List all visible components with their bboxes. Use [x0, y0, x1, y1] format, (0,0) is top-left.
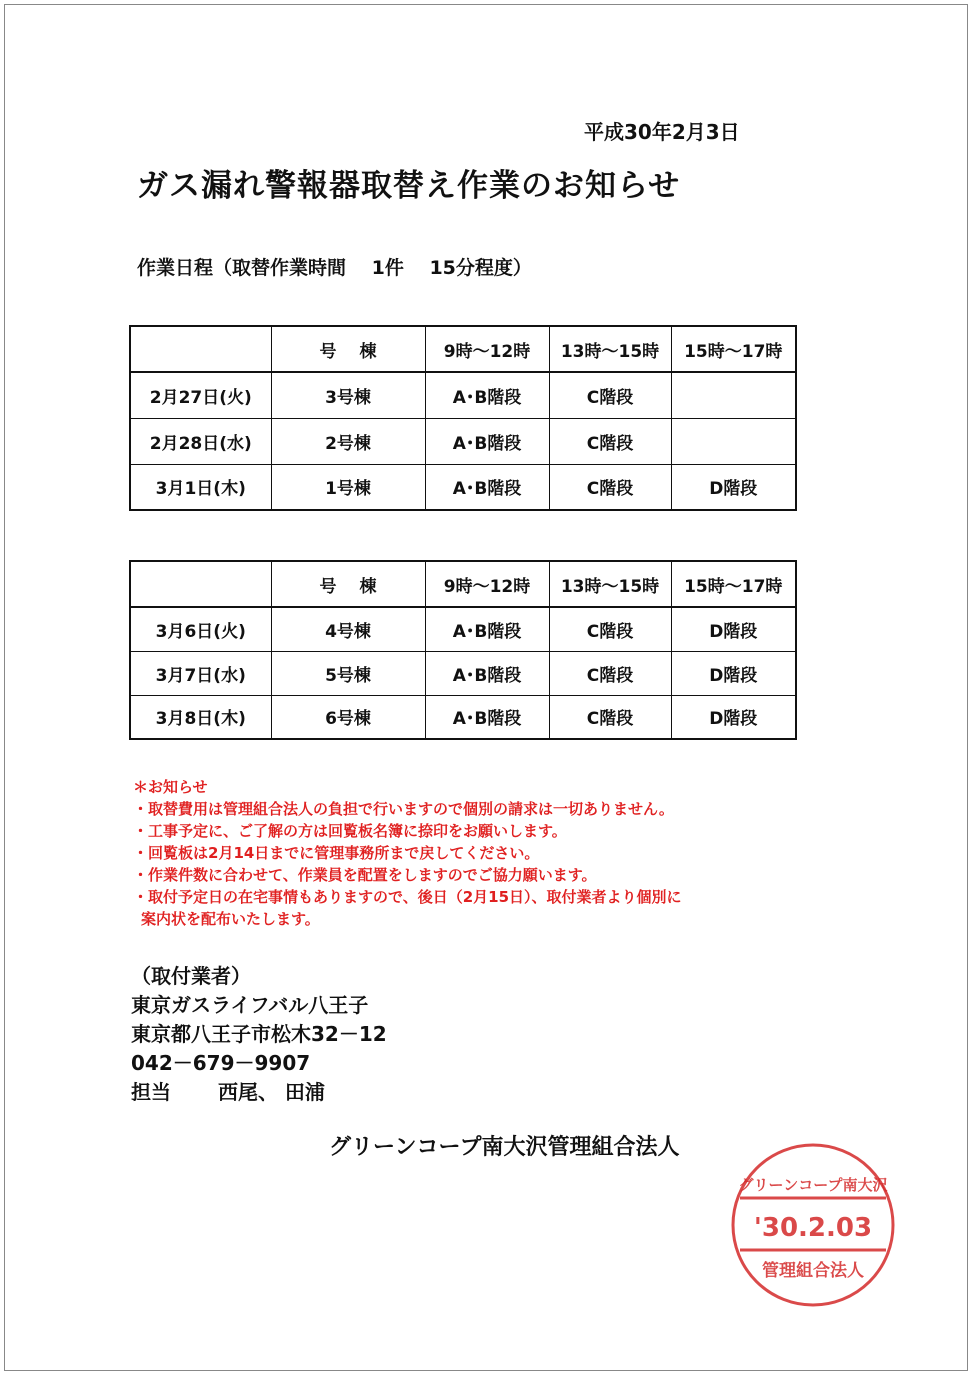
notice-line: ・取替費用は管理組合法人の負担で行いますので個別の請求は一切ありません。 — [133, 800, 674, 818]
table-cell: A･B階段 — [425, 372, 549, 418]
table-cell: C階段 — [549, 418, 671, 464]
header-cell: 9時～12時 — [425, 561, 549, 607]
table-cell: 3月6日(火) — [130, 607, 271, 651]
table-cell — [671, 372, 796, 418]
header-cell: 13時～15時 — [549, 326, 671, 372]
table-row — [130, 372, 796, 418]
table-cell: 3月1日(木) — [130, 464, 271, 510]
table-cell: D階段 — [671, 651, 796, 695]
contractor-company: 東京ガスライフバル八王子 — [131, 993, 369, 1017]
notice-block — [133, 776, 682, 930]
table-cell — [671, 418, 796, 464]
table-cell: C階段 — [549, 607, 671, 651]
table-row — [130, 464, 796, 510]
table-cell: A･B階段 — [425, 695, 549, 739]
notice-line: ・取付予定日の在宅事情もありますので、後日（2月15日）、取付業者より個別に — [133, 888, 682, 906]
table-cell: D階段 — [671, 464, 796, 510]
document-date: 平成30年2月3日 — [584, 120, 740, 144]
contractor-staff: 担当 西尾、 田浦 — [131, 1080, 325, 1104]
notice-line: ・回覧板は2月14日までに管理事務所まで戻してください。 — [133, 844, 540, 862]
header-cell: 号 棟 — [271, 561, 425, 607]
notice-heading: ＊お知らせ — [133, 778, 208, 796]
table-cell: 1号棟 — [271, 464, 425, 510]
contractor-block — [131, 962, 387, 1107]
table-cell: D階段 — [671, 695, 796, 739]
table-cell: 3月7日(水) — [130, 651, 271, 695]
notice-line: 案内状を配布いたします。 — [141, 910, 320, 928]
table-cell: 2号棟 — [271, 418, 425, 464]
header-cell: 9時～12時 — [425, 326, 549, 372]
contractor-address: 東京都八王子市松木32－12 — [131, 1022, 387, 1046]
table-cell: A･B階段 — [425, 607, 549, 651]
stamp-top-text: グリーンコープ南大沢 — [738, 1176, 888, 1194]
notice-line: ・工事予定に、ご了解の方は回覧板名簿に捺印をお願いします。 — [133, 822, 567, 840]
table-cell: 2月28日(水) — [130, 418, 271, 464]
table-header-row — [130, 326, 796, 372]
header-cell — [130, 561, 271, 607]
table-cell: C階段 — [549, 695, 671, 739]
table-header-row — [130, 561, 796, 607]
header-cell: 号 棟 — [271, 326, 425, 372]
table-cell: A･B階段 — [425, 464, 549, 510]
schedule-table-2 — [129, 560, 797, 740]
table-cell: 2月27日(火) — [130, 372, 271, 418]
header-cell: 15時～17時 — [671, 561, 796, 607]
table-cell: 3月8日(木) — [130, 695, 271, 739]
table-cell: A･B階段 — [425, 418, 549, 464]
organization-name: グリーンコープ南大沢管理組合法人 — [329, 1135, 680, 1160]
header-cell: 15時～17時 — [671, 326, 796, 372]
contractor-label: （取付業者） — [131, 964, 251, 988]
table-cell: A･B階段 — [425, 651, 549, 695]
stamp-bottom-text: 管理組合法人 — [762, 1261, 864, 1281]
table-cell: D階段 — [671, 607, 796, 651]
header-cell: 13時～15時 — [549, 561, 671, 607]
stamp-date-text: '30.2.03 — [753, 1213, 873, 1243]
table-row — [130, 607, 796, 651]
table-cell: 3号棟 — [271, 372, 425, 418]
header-cell — [130, 326, 271, 372]
table-cell: C階段 — [549, 651, 671, 695]
table-row — [130, 418, 796, 464]
table-cell: 4号棟 — [271, 607, 425, 651]
table-cell: 6号棟 — [271, 695, 425, 739]
schedule-heading: 作業日程（取替作業時間 1件 15分程度） — [137, 257, 532, 279]
document-title: ガス漏れ警報器取替え作業のお知らせ — [137, 168, 681, 204]
table-cell: C階段 — [549, 372, 671, 418]
table-row — [130, 695, 796, 739]
table-cell: 5号棟 — [271, 651, 425, 695]
schedule-table-1 — [129, 325, 797, 511]
contractor-phone: 042－679－9907 — [131, 1051, 311, 1075]
table-row — [130, 651, 796, 695]
seal-stamp — [728, 1140, 898, 1310]
table-cell: C階段 — [549, 464, 671, 510]
notice-line: ・作業件数に合わせて、作業員を配置をしますのでご協力願います。 — [133, 866, 597, 884]
